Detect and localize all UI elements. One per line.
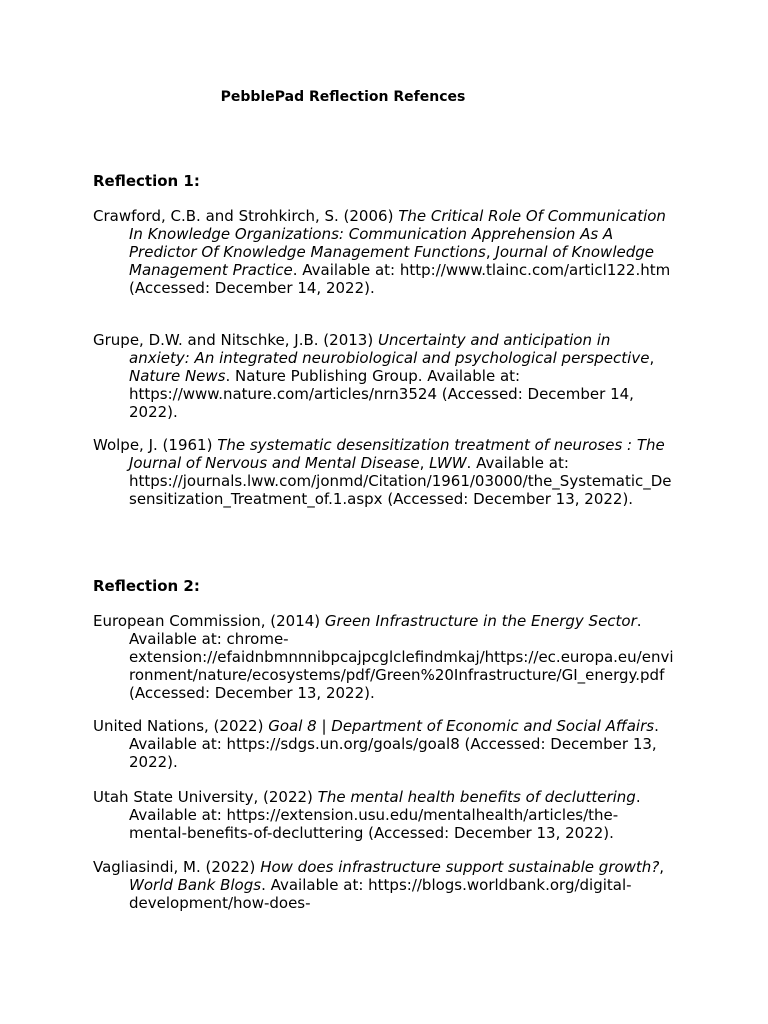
reference-suffix: . Nature Publishing Group. Available at: https://www.nature.com/articles/nrn3524 (Accessed: December 14, 2022). <box>129 367 634 421</box>
reference-source: LWW <box>429 454 467 472</box>
reference-entry <box>93 331 675 421</box>
reference-source: Nature News <box>129 367 226 385</box>
reference-entry <box>93 612 675 702</box>
reference-separator: , <box>659 858 665 876</box>
reference-suffix: . Available at: https://extension.usu.edu/mentalhealth/articles/the-mental-benefits-of-decluttering (Accessed: December 13, 2022). <box>129 788 641 842</box>
reference-suffix: . Available at: chrome-extension://efaidnbmnnnibpcajpcglclefindmkaj/https://ec.europa.eu/environment/nature/ecosystems/pdf/Green%20Infrastructure/GI_energy.pdf (Accessed: December 13, 2022). <box>129 612 674 702</box>
reference-prefix: Crawford, C.B. and Strohkirch, S. (2006) <box>93 207 399 225</box>
section-heading-reflection-1: Reflection 1: <box>93 172 200 190</box>
reference-suffix: . Available at: https://journals.lww.com/jonmd/Citation/1961/03000/the_Systematic_Desensitization_Treatment_of.1.aspx (Accessed: December 13, 2022). <box>129 454 672 508</box>
reference-title: Uncertainty and anticipation in anxiety: An integrated neurobiological and psychological perspective <box>129 331 650 367</box>
reference-prefix: Vagliasindi, M. (2022) <box>93 858 261 876</box>
reference-source: Journal of Knowledge Management Practice <box>129 243 654 279</box>
document-title: PebblePad Reflection Refences <box>220 89 466 105</box>
reference-entry <box>93 436 675 508</box>
reference-title: The mental health benefits of decluttering <box>317 788 636 806</box>
reference-separator: , <box>649 349 655 367</box>
reference-entry <box>93 717 675 771</box>
reference-separator: , <box>485 243 496 261</box>
reference-suffix: . Available at: https://sdgs.un.org/goals/goal8 (Accessed: December 13, 2022). <box>129 717 659 771</box>
reference-title: The systematic desensitization treatment of neuroses : The Journal of Nervous and Mental Disease <box>129 436 665 472</box>
reference-separator: , <box>419 454 430 472</box>
reference-suffix: . Available at: https://blogs.worldbank.org/digital-development/how-does- <box>129 876 632 912</box>
reference-suffix: . Available at: http://www.tlainc.com/articl122.htm (Accessed: December 14, 2022). <box>129 261 671 297</box>
reference-prefix: Wolpe, J. (1961) <box>93 436 218 454</box>
reference-source: World Bank Blogs <box>129 876 262 894</box>
reference-entry <box>93 788 675 842</box>
reference-prefix: Utah State University, (2022) <box>93 788 318 806</box>
reference-prefix: United Nations, (2022) <box>93 717 269 735</box>
reference-entry <box>93 858 675 912</box>
reference-title: Goal 8 | Department of Economic and Social Affairs <box>268 717 655 735</box>
reference-prefix: European Commission, (2014) <box>93 612 325 630</box>
reference-title: Green Infrastructure in the Energy Sector <box>324 612 637 630</box>
reference-title: How does infrastructure support sustainable growth? <box>260 858 660 876</box>
reference-entry <box>93 207 675 297</box>
section-heading-reflection-2: Reflection 2: <box>93 577 200 595</box>
reference-prefix: Grupe, D.W. and Nitschke, J.B. (2013) <box>93 331 378 349</box>
reference-title: The Critical Role Of Communication In Knowledge Organizations: Communication Apprehension As A Predictor Of Knowledge Management Functions <box>129 207 666 261</box>
